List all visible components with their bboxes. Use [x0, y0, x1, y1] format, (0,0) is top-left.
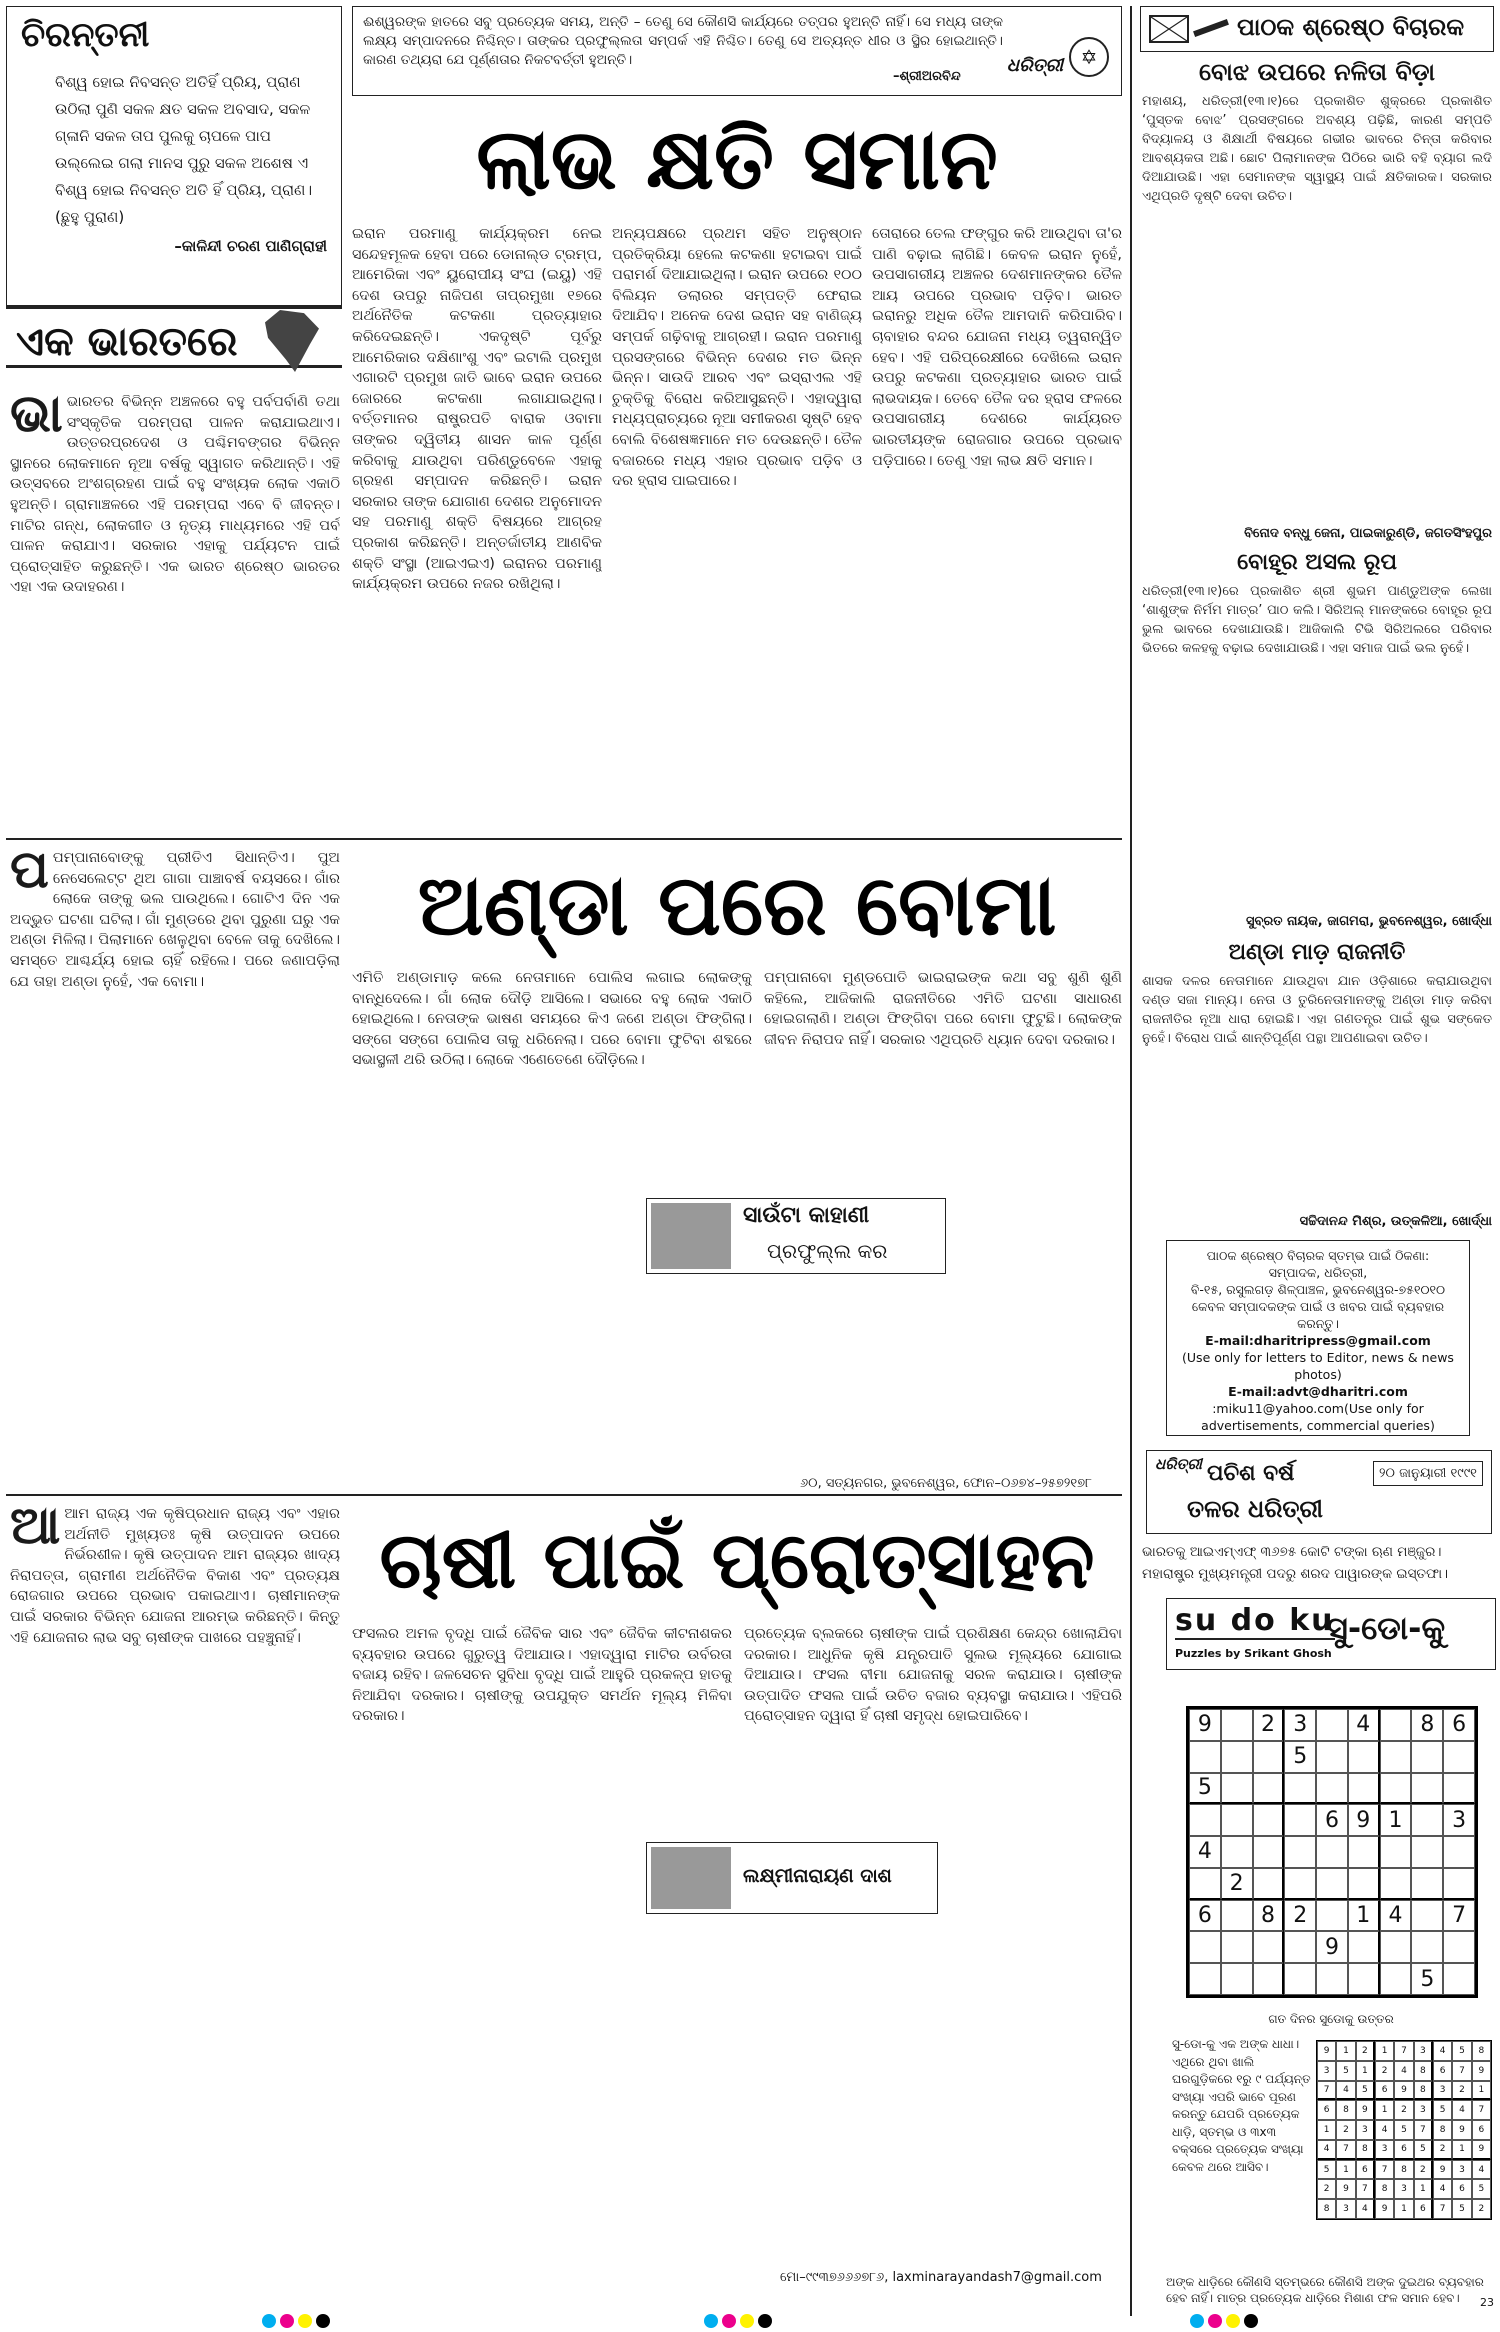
sudoku-cell: 2 — [1414, 2160, 1433, 2180]
sudoku-cell: 5 — [1317, 2160, 1336, 2180]
poem-box — [6, 6, 342, 306]
pen-icon — [1193, 19, 1229, 37]
sudoku-cell: 6 — [1356, 2160, 1375, 2180]
sudoku-cell: 8 — [1411, 1709, 1443, 1741]
farmer-col-3: ପ୍ରତ୍ୟେକ ବ୍ଲକରେ ଚାଷୀଙ୍କ ପାଇଁ ପ୍ରଶିକ୍ଷଣ କେନ୍ଦ୍ର ଖୋଲାଯିବା ଦରକାର। ଆଧୁନିକ କୃଷି ଯନ୍ତ୍ରପାତି ସୁଲଭ ମୂଲ୍ୟରେ ଯୋଗାଇ ଦିଆଯାଉ। ଫସଲ ବୀମା ଯୋଜନାକୁ ସରଳ କରାଯାଉ। ଚାଷୀଙ୍କ ଉତ୍ପାଦିତ ଫସଲ ପାଇଁ ଉଚିତ ବଜାର ବ୍ୟବସ୍ଥା କରାଯାଉ। ଏହିପରି ପ୍ରୋତ୍ସାହନ ଦ୍ୱାରା ହିଁ ଚାଷୀ ସମୃଦ୍ଧ ହୋଇପାରିବେ। — [744, 1626, 1122, 1725]
sudoku-cell: 6 — [1472, 2120, 1491, 2140]
sudoku-title-en: su do ku — [1175, 1603, 1335, 1638]
sudoku-cell: 1 — [1472, 2081, 1491, 2101]
sudoku-cell — [1221, 1931, 1253, 1963]
sudoku-cell — [1221, 1773, 1253, 1805]
sudoku-cell: 4 — [1317, 2140, 1336, 2160]
ekbharat-text — [10, 392, 340, 832]
sudoku-cell: 7 — [1336, 2140, 1355, 2160]
sudoku-cell — [1189, 1804, 1221, 1836]
sudoku-cell: 5 — [1452, 2199, 1471, 2219]
sudoku-cell — [1221, 1963, 1253, 1995]
letter2-title: ବୋହୂର ଅସଲ ରୂପ — [1237, 550, 1397, 575]
sudoku-cell: 9 — [1452, 2120, 1471, 2140]
sudoku-cell — [1348, 1963, 1380, 1995]
sudoku-cell — [1316, 1741, 1348, 1773]
dharitri-logo: ଧରିତ୍ରୀ — [1006, 55, 1063, 76]
cyan-dot — [262, 2314, 276, 2328]
sudoku-cell — [1253, 1963, 1285, 1995]
editorial-col-2: ଅନ୍ୟପକ୍ଷରେ ପ୍ରଥମ ସହିତ ଅନୁଷ୍ଠାନ ପ୍ରତିକ୍ରିୟା ହେଲେ କଟକଣା ହଟାଇବା ପାଇଁ ପରାମର୍ଶ ଦିଆଯାଇଥିଲା। ଇରାନ ଉପରେ ୧୦୦ ବିଲିୟନ ଡଲାରର ସମ୍ପତ୍ତି ଫେରାଇ ଦିଆଯିବ। ଅନେକ ଦେଶ ଇରାନ ସହ ବାଣିଜ୍ୟ ସମ୍ପର୍କ ଗଢ଼ିବାକୁ ଆଗ୍ରହୀ। ଇରାନ ପରମାଣୁ ପ୍ରସଙ୍ଗରେ ବିଭିନ୍ନ ଦେଶର ମତ ଭିନ୍ନ ଭିନ୍ନ। ସାଉଦି ଆରବ ଏବଂ ଇସ୍ରାଏଲ ଏହି ଚୁକ୍ତିକୁ ବିରୋଧ କରିଆସୁଛନ୍ତି। ଏହାଦ୍ୱାରା ମଧ୍ୟପ୍ରାଚ୍ୟରେ ନୂଆ ସମୀକରଣ ସୃଷ୍ଟି ହେବ ବୋଲି ବିଶେଷଜ୍ଞମାନେ ମତ ଦେଉଛନ୍ତି। ତୈଳ ବଜାରରେ ମଧ୍ୟ ଏହାର ପ୍ରଭାବ ପଡ଼ିବ ଓ ଦର ହ୍ରାସ ପାଇପାରେ। — [612, 226, 862, 490]
sudoku-cell: 4 — [1452, 2100, 1471, 2120]
sudoku-cell: 1 — [1394, 2199, 1413, 2219]
sudoku-cell: 6 — [1433, 2061, 1452, 2081]
sudoku-cell: 1 — [1348, 1900, 1380, 1932]
contact-email2[interactable]: E-mail:advt@dharitri.com — [1228, 1384, 1408, 1399]
yellow-dot — [298, 2314, 312, 2328]
anniv-line1: ପଚିଶ ବର୍ଷ — [1207, 1461, 1295, 1486]
sudoku-cell: 5 — [1452, 2041, 1471, 2061]
sudoku-cell: 6 — [1414, 2199, 1433, 2219]
contact-box — [1166, 1240, 1470, 1436]
sudoku-cell: 1 — [1414, 2179, 1433, 2199]
sudoku-cell: 1 — [1336, 2160, 1355, 2180]
sudoku-cell: 6 — [1317, 2100, 1336, 2120]
sudoku-cell: 7 — [1433, 2199, 1452, 2219]
divider — [1130, 6, 1132, 2316]
sudoku-cell — [1284, 1963, 1316, 1995]
sudoku-cell: 2 — [1375, 2061, 1394, 2081]
sudoku-cell: 3 — [1452, 2160, 1471, 2180]
sudoku-cell: 5 — [1356, 2081, 1375, 2101]
letter1-sign: ବିନୋଦ ବନ୍ଧୁ ଜେନା, ପାଇକାରୁଣ୍ଡି, ଜଗତସିଂହପୁର — [1244, 526, 1492, 541]
sudoku-cell — [1348, 1931, 1380, 1963]
divider — [6, 838, 1122, 840]
sudoku-cell: 3 — [1414, 2041, 1433, 2061]
sudoku-cell: 6 — [1452, 2179, 1471, 2199]
sudoku-note: ଗତ ଦିନର ସୁଡୋକୁ ଉତ୍ତର — [1268, 2012, 1394, 2026]
sudoku-banner — [1166, 1598, 1496, 1670]
sudoku-cell — [1284, 1804, 1316, 1836]
quote-box — [352, 6, 1122, 96]
sudoku-cell — [1253, 1804, 1285, 1836]
sudoku-cell: 5 — [1284, 1741, 1316, 1773]
editorial-col-1: ଇରାନ ପରମାଣୁ କାର୍ଯ୍ୟକ୍ରମ ନେଇ ସନ୍ଦେହମୂଳକ ହେବା ପରେ ଡୋନାଲ୍ଡ ଟ୍ରମ୍ପ, ଆମେରିକା ଏବଂ ୟୁରୋପୀୟ ସଂଘ (ଇୟୁ) ଏହି ଦେଶ ଉପରୁ ନାଜିପଣ ତାପ୍ରମୁଖା ୧୭ରେ ଅର୍ଥନୈତିକ କଟକଣା ପ୍ରତ୍ୟାହାର କରିଦେଇଛନ୍ତି। ଏକଦୃଷ୍ଟି ପୂର୍ବରୁ ଆମେରିକାର ଦକ୍ଷିଣାଂଶୁ ଏବଂ ଇଟାଲି ପ୍ରମୁଖ ଏଗାରଟି ପ୍ରମୁଖ ଜାତି ଭାବେ ଇରାନ ଉପରେ ଜୋରରେ କଟକଣା ଲଗାଯାଇଥିଲା। ବର୍ତ୍ତମାନର ରାଷ୍ଟ୍ରପତି ବାରାକ ଓବାମା ତାଙ୍କର ଦ୍ୱିତୀୟ ଶାସନ କାଳ ପୂର୍ଣ୍ଣ କରିବାକୁ ଯାଉଥିବା ପରିଣ୍ଡୁବେଳେ ଏହାକୁ ଗ୍ରହଣ ସମ୍ପାଦନ କରିଛନ୍ତି। ଇରାନ ସରକାର ତାଙ୍କ ଯୋଗାଣ ଦେଶର ଅନୁମୋଦନ ସହ ପରମାଣୁ ଶକ୍ତି ବିଷୟରେ ଆଗ୍ରହ ପ୍ରକାଶ କରିଛନ୍ତି। ଅନ୍ତର୍ଜାତୀୟ ଆଣବିକ ଶକ୍ତି ସଂସ୍ଥା (ଆଇଏଇଏ) ଇରାନର ପରମାଣୁ କାର୍ଯ୍ୟକ୍ରମ ଉପରେ ନଜର ରଖିଥିଲା। — [352, 226, 602, 593]
farmer-body-1: ଆମ ରାଜ୍ୟ ଏକ କୃଷିପ୍ରଧାନ ରାଜ୍ୟ ଏବଂ ଏହାର ଅର୍ଥନୀତି ମୁଖ୍ୟତଃ କୃଷି ଉତ୍ପାଦନ ଉପରେ ନିର୍ଭରଶୀଳ। କୃଷି ଉତ୍ପାଦନ ଆମ ରାଜ୍ୟର ଖାଦ୍ୟ ନିରାପତ୍ତା, ଗ୍ରାମୀଣ ଅର୍ଥନୈତିକ ବିକାଶ ଏବଂ ପ୍ରତ୍ୟକ୍ଷ ରୋଜଗାର ଉପରେ ପ୍ରଭାବ ପକାଇଥାଏ। ଚାଷୀମାନଙ୍କ ପାଇଁ ସରକାର ବିଭିନ୍ନ ଯୋଜନା ଆରମ୍ଭ କରିଛନ୍ତି। କିନ୍ତୁ ଏହି ଯୋଜନାର ଲାଭ ସବୁ ଚାଷୀଙ୍କ ପାଖରେ ପହଞ୍ଚୁନାହିଁ। — [10, 1506, 340, 1646]
sudoku-cell — [1189, 1963, 1221, 1995]
sudoku-cell: 3 — [1433, 2081, 1452, 2101]
sudoku-cell — [1284, 1931, 1316, 1963]
farmer-contact: ମୋ–୯୯୩୭୬୬୬୭୮୬, laxminarayandash7@gmail.com — [780, 2270, 1102, 2285]
page-number: 23 — [1480, 2296, 1494, 2309]
sudoku-cell — [1348, 1741, 1380, 1773]
sudoku-cell — [1316, 1773, 1348, 1805]
story-headline: ଅଣ୍ଡା ପରେ ବୋମା — [417, 856, 1057, 954]
letters-title: ପାଠକ ଶ୍ରେଷ୍ଠ ବିଚାରକ — [1237, 13, 1465, 41]
sudoku-cell — [1443, 1741, 1475, 1773]
letter2-text: ଧରିତ୍ରୀ(୧୩।୧)ରେ ପ୍ରକାଶିତ ଶ୍ରୀ ଶୁଭମ ପାଣ୍ଡୁଅଙ୍କ ଲେଖା ‘ଶାଶୁଙ୍କ ନିର୍ମମ ମାତ୍ର’ ପାଠ କଲି। ସିରିଅଲ୍ ମାନଙ୍କରେ ବୋହୂର ରୂପ ଭୁଲ ଭାବରେ ଦେଖାଯାଉଛି। ଆଜିକାଲି ଟିଭି ସିରିଅଲରେ ପରିବାର ଭିତରେ କଳହକୁ ବଢ଼ାଇ ଦେଖାଯାଉଛି। ଏହା ସମାଜ ପାଇଁ ଭଲ ନୁହେଁ। — [1142, 584, 1492, 656]
sudoku-cell: 9 — [1189, 1709, 1221, 1741]
sudoku-cell — [1316, 1868, 1348, 1900]
sudoku-cell: 5 — [1411, 1963, 1443, 1995]
author-photo — [651, 1847, 731, 1909]
sudoku-cell: 1 — [1336, 2041, 1355, 2061]
sudoku-footer: ଅଙ୍କ ଧାଡ଼ିରେ କୌଣସି ସ୍ତମ୍ଭରେ କୌଣସି ଅଙ୍କ ଦୁଇଥର ବ୍ୟବହାର ହେବ ନାହିଁ। ମାତ୍ର ପ୍ରତ୍ୟେକ ଧାଡ଼ିରେ ମିଶାଣ ଫଳ ସମାନ ହେବ। — [1166, 2275, 1484, 2305]
sudoku-cell — [1380, 1931, 1412, 1963]
sudoku-cell — [1411, 1900, 1443, 1932]
sudoku-cell: 5 — [1336, 2061, 1355, 2081]
sudoku-cell: 8 — [1253, 1900, 1285, 1932]
sudoku-cell — [1253, 1931, 1285, 1963]
sudoku-cell: 6 — [1394, 2140, 1413, 2160]
sudoku-cell: 3 — [1356, 2120, 1375, 2140]
sudoku-cell: 8 — [1336, 2100, 1355, 2120]
sudoku-cell: 4 — [1380, 1900, 1412, 1932]
author-photo — [651, 1203, 731, 1269]
letter2-sign: ସୁବ୍ରତ ନାୟକ, ଜାଗମରା, ଭୁବନେଶ୍ୱର, ଖୋର୍ଦ୍ଧା — [1246, 914, 1492, 929]
sudoku-cell — [1443, 1773, 1475, 1805]
sudoku-cell: 2 — [1433, 2140, 1452, 2160]
story-col-3: ପମ୍ପାନାବୋ ମୁଣ୍ଡପୋତି ଭାଇରାଇଙ୍କ କଥା ସବୁ ଶୁଣି ଶୁଣି କହିଲେ, ଆଜିକାଲି ରାଜନୀତିରେ ଏମିତି ଘଟଣା ସାଧାରଣ ହୋଇଗଲାଣି। ଅଣ୍ଡା ଫିଙ୍ଗିବା ପରେ ବୋମା ଫୁଟୁଛି। ଲୋକଙ୍କ ଜୀବନ ନିରାପଦ ନାହିଁ। ସରକାର ଏଥିପ୍ରତି ଧ୍ୟାନ ଦେବା ଦରକାର। — [764, 970, 1122, 1048]
sudoku-cell: 7 — [1414, 2120, 1433, 2140]
contact-line4: କେବଳ ସମ୍ପାଦକଙ୍କ ପାଇଁ ଓ ଖବର ପାଇଁ ବ୍ୟବହାର କରନ୍ତୁ। — [1191, 1299, 1445, 1331]
sudoku-cell — [1380, 1868, 1412, 1900]
anniv-item2: ମହାରାଷ୍ଟ୍ର ମୁଖ୍ୟମନ୍ତ୍ରୀ ପଦରୁ ଶରଦ ପାୱାରଙ୍କ ଇସ୍ତଫା। — [1142, 1566, 1449, 1582]
sudoku-cell: 7 — [1317, 2081, 1336, 2101]
sudoku-cell: 2 — [1356, 2041, 1375, 2061]
sudoku-cell: 2 — [1253, 1709, 1285, 1741]
sudoku-cell: 9 — [1433, 2160, 1452, 2180]
sudoku-cell: 4 — [1433, 2041, 1452, 2061]
sudoku-cell: 7 — [1356, 2179, 1375, 2199]
sudoku-cell: 5 — [1433, 2100, 1452, 2120]
sudoku-cell: 3 — [1336, 2199, 1355, 2219]
letters-header — [1140, 6, 1494, 52]
sudoku-cell: 9 — [1472, 2061, 1491, 2081]
sudoku-cell — [1284, 1773, 1316, 1805]
sudoku-cell: 5 — [1189, 1773, 1221, 1805]
quote-author: –ଶ୍ରୀଅରବିନ୍ଦ — [893, 69, 961, 84]
letter3-sign: ସଚ୍ଚିଦାନନ୍ଦ ମିଶ୍ର, ଉତ୍କଳିଆ, ଖୋର୍ଦ୍ଧା — [1299, 1214, 1492, 1229]
sudoku-cell: 1 — [1380, 1804, 1412, 1836]
sudoku-cell — [1221, 1836, 1253, 1868]
farmer-col-2: ଫସଲର ଅମଳ ବୃଦ୍ଧି ପାଇଁ ଜୈବିକ ସାର ଏବଂ ଜୈବିକ କୀଟନାଶକର ବ୍ୟବହାର ଉପରେ ଗୁରୁତ୍ୱ ଦିଆଯାଉ। ଏହାଦ୍ୱାରା ମାଟିର ଉର୍ବରତା ବଜାୟ ରହିବ। ଜଳସେଚନ ସୁବିଧା ବୃଦ୍ଧି ପାଇଁ ଆହୁରି ପ୍ରକଳ୍ପ ହାତକୁ ନିଆଯିବା ଦରକାର। ଚାଷୀଙ୍କୁ ଉପଯୁକ୍ତ ସମର୍ଥନ ମୂଲ୍ୟ ମିଳିବା ଦରକାର। — [352, 1626, 732, 1725]
sudoku-cell: 1 — [1452, 2140, 1471, 2160]
sudoku-cell — [1284, 1868, 1316, 1900]
story-author: ପ୍ରଫୁଲ୍ଲ କର — [767, 1239, 888, 1263]
farmer-author: ଲକ୍ଷ୍ମୀନାରାୟଣ ଦାଶ — [743, 1865, 892, 1887]
sudoku-cell: 8 — [1433, 2120, 1452, 2140]
yellow-dot — [740, 2314, 754, 2328]
contact-line2: ସମ୍ପାଦକ, ଧରିତ୍ରୀ, — [1268, 1265, 1368, 1280]
registration-marks — [1190, 2314, 1258, 2328]
sudoku-cell: 8 — [1317, 2199, 1336, 2219]
sudoku-cell — [1380, 1741, 1412, 1773]
sudoku-grid — [1186, 1706, 1478, 1998]
sudoku-cell: 8 — [1375, 2179, 1394, 2199]
editorial-col-3: ତୋରାରେ ତେଲ ଫଙ୍ଗୁର କରି ଆଉଥିବା ତା'ର ପାଣି ବଢ଼ାଇ ଲାଗିଛି। କେବଳ ଇରାନ ନୁହେଁ, ଉପସାଗରୀୟ ଅଞ୍ଚଳର ଦେଶମାନଙ୍କର ତୈଳ ଆୟ ଉପରେ ପ୍ରଭାବ ପଡ଼ିବ। ଭାରତ ଇରାନରୁ ଅଧିକ ତୈଳ ଆମଦାନି କରିପାରିବ। ଚାବାହାର ବନ୍ଦର ଯୋଜନା ମଧ୍ୟ ତ୍ୱରାନ୍ୱିତ ହେବ। ଏହି ପରିପ୍ରେକ୍ଷୀରେ ଦେଖିଲେ ଇରାନ ଉପରୁ କଟକଣା ପ୍ରତ୍ୟାହାର ଭାରତ ପାଇଁ ଲାଭଦାୟକ। ତେବେ ତୈଳ ଦର ହ୍ରାସ ଫଳରେ ଉପସାଗରୀୟ ଦେଶରେ କାର୍ଯ୍ୟରତ ଭାରତୀୟଙ୍କ ରୋଜଗାର ଉପରେ ପ୍ରଭାବ ପଡ଼ିପାରେ। ତେଣୁ ଏହା ଲାଭ କ୍ଷତି ସମାନ। — [872, 226, 1122, 469]
sudoku-cell — [1189, 1868, 1221, 1900]
sudoku-cell: 2 — [1317, 2179, 1336, 2199]
black-dot — [1244, 2314, 1258, 2328]
sudoku-cell: 3 — [1317, 2061, 1336, 2081]
sudoku-cell: 2 — [1284, 1900, 1316, 1932]
sudoku-cell — [1348, 1868, 1380, 1900]
sudoku-byline: Puzzles by Srikant Ghosh — [1175, 1647, 1332, 1660]
sudoku-cell: 9 — [1472, 2140, 1491, 2160]
sudoku-cell — [1253, 1868, 1285, 1900]
sudoku-cell — [1348, 1836, 1380, 1868]
sudoku-cell: 5 — [1472, 2179, 1491, 2199]
sudoku-cell: 8 — [1414, 2061, 1433, 2081]
farmer-author-box — [646, 1842, 938, 1914]
sudoku-cell — [1316, 1963, 1348, 1995]
column-name: ସାଉଁଟା କାହାଣୀ — [743, 1203, 870, 1228]
sudoku-cell: 2 — [1336, 2120, 1355, 2140]
sudoku-cell: 7 — [1472, 2100, 1491, 2120]
sudoku-cell — [1380, 1836, 1412, 1868]
sudoku-cell: 5 — [1394, 2120, 1413, 2140]
dropcap: ଭା — [10, 392, 63, 444]
sudoku-cell — [1380, 1709, 1412, 1741]
sudoku-cell: 4 — [1356, 2199, 1375, 2219]
magenta-dot — [722, 2314, 736, 2328]
anniv-logo: ଧରିତ୍ରୀ — [1155, 1455, 1202, 1473]
sudoku-cell: 4 — [1394, 2061, 1413, 2081]
black-dot — [758, 2314, 772, 2328]
sudoku-cell — [1380, 1963, 1412, 1995]
contact-email1-note: (Use only for letters to Editor, news & news photos) — [1182, 1350, 1454, 1382]
sudoku-cell — [1411, 1931, 1443, 1963]
sudoku-cell — [1189, 1931, 1221, 1963]
sudoku-cell: 7 — [1443, 1900, 1475, 1932]
poem-text: ବିଶ୍ୱ ହୋଇ ନିବସନ୍ତ ଅତିହିଁ ପ୍ରିୟ, ପ୍ରାଣ ଉଠିଲା ପୁଣି ସକଳ କ୍ଷତ ସକଳ ଅବସାଦ, ସକଳ ଗ୍ଳାନି ସକଳ ତାପ ପୁଲକୁ ଚାପଳେ ପାପ ଉଲ୍ଲେଇ ଗଲା ମାନସ ପୁରୁ ସକଳ ଅଶେଷ ଏ ବିଶ୍ୱ ହୋଇ ନିବସନ୍ତ ଅତି ହିଁ ପ୍ରିୟ, ପ୍ରାଣ। (ଛୁହୁ ପୁରାଣ) — [55, 73, 313, 226]
sudoku-cell: 9 — [1316, 1931, 1348, 1963]
sudoku-cell: 3 — [1414, 2100, 1433, 2120]
sudoku-cell — [1253, 1773, 1285, 1805]
poem-author: –କାଳିନ୍ଦୀ ଚରଣ ପାଣିଗ୍ରାହୀ — [174, 237, 327, 255]
contact-line1: ପାଠକ ଶ୍ରେଷ୍ଠ ବିଚାରକ ସ୍ତମ୍ଭ ପାଇଁ ଠିକଣା: — [1206, 1248, 1430, 1263]
contact-email1[interactable]: E-mail:dharitripress@gmail.com — [1205, 1333, 1431, 1348]
quote-text: ଈଶ୍ୱରଙ୍କ ହାତରେ ସବୁ ପ୍ରତ୍ୟେକ ସମୟ, ଅନ୍ତି – ତେଣୁ ସେ କୌଣସି କାର୍ଯ୍ୟରେ ତତ୍ପର ହୁଅନ୍ତି ନାହିଁ। ସେ ମଧ୍ୟ ତାଙ୍କ ଲକ୍ଷ୍ୟ ସମ୍ପାଦନରେ ନିଶ୍ଚିନ୍ତ। ତାଙ୍କର ପ୍ରଫୁଲ୍ଲତା ସମ୍ପର୍କ ଏହି ନିଶ୍ଚିତ। ତେଣୁ ସେ ଅତ୍ୟନ୍ତ ଧୀର ଓ ସ୍ଥିର ହୋଇଥାନ୍ତି। କାରଣ ତଥ୍ୟରା ଯେ ପୂର୍ଣ୍ଣତାର ନିକଟବର୍ତ୍ତୀ ହୁଅନ୍ତି। — [363, 14, 1003, 68]
anniv-line2: ତଳର ଧରିତ୍ରୀ — [1187, 1495, 1323, 1523]
sudoku-cell — [1316, 1709, 1348, 1741]
story-body-1: ପମ୍ପାନାବୋଙ୍କୁ ପ୍ରୀତିଏ ସିଧାନ୍ତିଏ। ପୁଅ ନେସେଲେଟ୍ଟ ଥିଅ ଗାଗା ପାଞ୍ଚାବର୍ଷ ବୟସରେ। ଗାଁର ଲୋକେ ତାଙ୍କୁ ଭଲ ପାଉଥିଲେ। ଗୋଟିଏ ଦିନ ଏକ ଅଦ୍ଭୁତ ଘଟଣା ଘଟିଲା। ଗାଁ ମୁଣ୍ଡରେ ଥିବା ପୁରୁଣା ଘରୁ ଏକ ଅଣ୍ଡା ମିଳିଲା। ପିଲାମାନେ ଖେଳୁଥିବା ବେଳେ ତାକୁ ଦେଖିଲେ। ସମସ୍ତେ ଆଶ୍ଚର୍ଯ୍ୟ ହୋଇ ଚାହିଁ ରହିଲେ। ପରେ ଜଣାପଡ଼ିଲା ଯେ ତାହା ଅଣ୍ଡା ନୁହେଁ, ଏକ ବୋମା। — [10, 850, 340, 990]
sudoku-cell — [1221, 1804, 1253, 1836]
ekbharat-body: ଭାରତର ବିଭିନ୍ନ ଅଞ୍ଚଳରେ ବହୁ ପର୍ବପର୍ବାଣି ତଥା ସଂସ୍କୃତିକ ପରମ୍ପରା ପାଳନ କରାଯାଇଥାଏ। ଉତ୍ତରପ୍ରଦେଶ ଓ ପଶ୍ଚିମବଙ୍ଗର ବିଭିନ୍ନ ସ୍ଥାନରେ ଲୋକମାନେ ନୂଆ ବର୍ଷକୁ ସ୍ୱାଗତ କରିଥାନ୍ତି। ଏହି ଉତ୍ସବରେ ଅଂଶଗ୍ରହଣ ପାଇଁ ବହୁ ସଂଖ୍ୟକ ଲୋକ ଏକାଠି ହୁଅନ୍ତି। ଗ୍ରାମାଞ୍ଚଳରେ ଏହି ପରମ୍ପରା ଏବେ ବି ଜୀବନ୍ତ। ମାଟିର ଗନ୍ଧ, ଲୋକଗୀତ ଓ ନୃତ୍ୟ ମାଧ୍ୟମରେ ଏହି ପର୍ବ ପାଳନ କରାଯାଏ। ସରକାର ଏହାକୁ ପର୍ଯ୍ୟଟନ ପାଇଁ ପ୍ରୋତ୍ସାହିତ କରୁଛନ୍ତି। ଏକ ଭାରତ ଶ୍ରେଷ୍ଠ ଭାରତର ଏହା ଏକ ଉଦାହରଣ। — [10, 394, 340, 596]
sudoku-cell: 8 — [1394, 2160, 1413, 2180]
sudoku-cell: 3 — [1394, 2179, 1413, 2199]
contact-email3[interactable]: :miku11@yahoo.com(Use only for advertisements, commercial queries) — [1201, 1401, 1435, 1433]
registration-marks — [262, 2314, 330, 2328]
contact-line3: ବି-୧୫, ରସୁଲଗଡ଼ ଶିଳ୍ପାଞ୍ଚଳ, ଭୁବନେଶ୍ୱର-୭୫୧୦୧୦ — [1190, 1282, 1446, 1297]
envelope-icon — [1149, 15, 1189, 43]
sudoku-cell: 3 — [1443, 1804, 1475, 1836]
sudoku-cell — [1443, 1931, 1475, 1963]
sudoku-cell: 1 — [1375, 2041, 1394, 2061]
sudoku-cell: 9 — [1317, 2041, 1336, 2061]
sudoku-cell: 9 — [1356, 2100, 1375, 2120]
sudoku-cell: 2 — [1221, 1868, 1253, 1900]
sudoku-instructions: ସୁ-ଡୋ-କୁ ଏକ ଅଙ୍କ ଧାଧା। ଏଥିରେ ଥିବା ଖାଲି ଘରଗୁଡ଼ିକରେ ୧ରୁ ୯ ପର୍ଯ୍ୟନ୍ତ ସଂଖ୍ୟା ଏପରି ଭାବେ ପୂରଣ କରନ୍ତୁ ଯେପରି ପ୍ରତ୍ୟେକ ଧାଡ଼ି, ସ୍ତମ୍ଭ ଓ ୩x୩ ବକ୍ସରେ ପ୍ରତ୍ୟେକ ସଂଖ୍ୟା କେବଳ ଥରେ ଆସିବ। — [1172, 2037, 1311, 2174]
sudoku-cell: 6 — [1189, 1900, 1221, 1932]
sudoku-cell — [1411, 1868, 1443, 1900]
sudoku-cell — [1411, 1836, 1443, 1868]
sudoku-cell: 9 — [1348, 1804, 1380, 1836]
ekbharat-title: ଏକ ଭାରତରେ — [6, 306, 342, 368]
sudoku-cell: 3 — [1375, 2140, 1394, 2160]
sudoku-cell — [1221, 1741, 1253, 1773]
sudoku-cell: 5 — [1414, 2140, 1433, 2160]
sudoku-cell — [1443, 1963, 1475, 1995]
sudoku-cell: 8 — [1356, 2140, 1375, 2160]
sudoku-cell — [1443, 1836, 1475, 1868]
sudoku-cell: 4 — [1348, 1709, 1380, 1741]
ekbharat-banner — [6, 306, 342, 380]
sudoku-cell — [1411, 1804, 1443, 1836]
sudoku-cell: 1 — [1375, 2100, 1394, 2120]
emblem-icon: ✡ — [1069, 37, 1109, 77]
letter1-title: ବୋଝ ଉପରେ ନଳିତା ବିଡ଼ା — [1199, 58, 1435, 86]
sudoku-cell — [1316, 1836, 1348, 1868]
poem-title: ଚିରନ୍ତନୀ — [21, 15, 150, 55]
anniversary-box — [1146, 1450, 1492, 1534]
cyan-dot — [704, 2314, 718, 2328]
sudoku-cell: 1 — [1356, 2061, 1375, 2081]
sudoku-cell — [1316, 1900, 1348, 1932]
sudoku-cell: 8 — [1472, 2041, 1491, 2061]
anniv-date: ୨୦ ଜାନୁୟାରୀ ୧୯୯୧ — [1373, 1461, 1483, 1486]
sudoku-cell — [1221, 1900, 1253, 1932]
letter3-title: ଅଣ୍ଡା ମାଡ଼ ରାଜନୀତି — [1228, 940, 1406, 965]
letter3-text: ଶାସକ ଦଳର ନେତାମାନେ ଯାଉଥିବା ଯାନ ଓଡ଼ିଶାରେ କରାଯାଉଥିବା ଦଣ୍ଡ ସଜା ମାନ୍ୟ। ନେତା ଓ ତୁରିନେତାମାନଙ୍କୁ ଅଣ୍ଡା ମାଡ଼ କରିବା ରାଜନୀତିର ନୂଆ ଧାରା ହୋଇଛି। ଏହା ଗଣତନ୍ତ୍ର ପାଇଁ ଶୁଭ ସଙ୍କେତ ନୁହେଁ। ବିରୋଧ ପାଇଁ ଶାନ୍ତିପୂର୍ଣ୍ଣ ପନ୍ଥା ଆପଣାଇବା ଉଚିତ। — [1142, 974, 1492, 1046]
sudoku-cell — [1411, 1773, 1443, 1805]
sudoku-cell: 4 — [1189, 1836, 1221, 1868]
magenta-dot — [1208, 2314, 1222, 2328]
sudoku-cell: 2 — [1452, 2081, 1471, 2101]
letter1-text: ମହାଶୟ, ଧରିତ୍ରୀ(୧୩।୧)ରେ ପ୍ରକାଶିତ ଶୁକ୍ରରେ ପ୍ରକାଶିତ ‘ପୁସ୍ତକ ବୋଝ’ ପ୍ରସଙ୍ଗରେ ଅବଶ୍ୟ ପଢ଼ିଛି, କାରଣ ସମ୍ପତି ବିଦ୍ୟାଳୟ ଓ ଶିକ୍ଷାର୍ଥୀ ବିଷୟରେ ଗଭୀର ଭାବରେ ଚିନ୍ତା କରିବାର ଆବଶ୍ୟକତା ଅଛି। ଛୋଟ ପିଲାମାନଙ୍କ ପିଠିରେ ଭାରି ବହି ବ୍ୟାଗ ଲଦି ଦିଆଯାଉଛି। ଏହା ସେମାନଙ୍କ ସ୍ୱାସ୍ଥ୍ୟ ପାଇଁ କ୍ଷତିକାରକ। ସରକାର ଏଥିପ୍ରତି ଦୃଷ୍ଟି ଦେବା ଉଚିତ। — [1142, 94, 1492, 204]
sudoku-cell — [1380, 1773, 1412, 1805]
cyan-dot — [1190, 2314, 1204, 2328]
farmer-col-1 — [10, 1504, 340, 2294]
sudoku-cell — [1284, 1836, 1316, 1868]
sudoku-cell: 9 — [1336, 2179, 1355, 2199]
sudoku-title-or: ସୁ-ଡୋ-କୁ — [1327, 1609, 1446, 1647]
editorial-headline: ଲାଭ କ୍ଷତି ସମାନ — [476, 110, 998, 208]
sudoku-cell: 4 — [1433, 2179, 1452, 2199]
dropcap: ଆ — [10, 1504, 61, 1556]
sudoku-cell: 9 — [1375, 2199, 1394, 2219]
sudoku-cell: 2 — [1394, 2100, 1413, 2120]
sudoku-cell: 7 — [1375, 2160, 1394, 2180]
registration-marks — [704, 2314, 772, 2328]
sudoku-cell: 4 — [1375, 2120, 1394, 2140]
sudoku-cell: 7 — [1452, 2061, 1471, 2081]
sudoku-cell: 1 — [1317, 2120, 1336, 2140]
sudoku-cell: 6 — [1375, 2081, 1394, 2101]
yellow-dot — [1226, 2314, 1240, 2328]
sudoku-cell: 8 — [1414, 2081, 1433, 2101]
sudoku-cell: 2 — [1472, 2199, 1491, 2219]
divider — [6, 1494, 1122, 1496]
farmer-headline: ଚାଷୀ ପାଇଁ ପ୍ରୋତ୍ସାହନ — [379, 1516, 1095, 1606]
sudoku-answer-grid — [1316, 2040, 1492, 2220]
story-address: ୬୦, ସତ୍ୟନଗର, ଭୁବନେଶ୍ୱର, ଫୋନ–୦୬୭୪–୨୫୭୨୧୭୮ — [800, 1476, 1092, 1491]
sudoku-cell: 7 — [1394, 2041, 1413, 2061]
sudoku-cell — [1221, 1709, 1253, 1741]
sudoku-cell — [1443, 1868, 1475, 1900]
sudoku-cell — [1411, 1741, 1443, 1773]
sudoku-cell — [1348, 1773, 1380, 1805]
sudoku-cell — [1253, 1836, 1285, 1868]
sudoku-cell: 3 — [1284, 1709, 1316, 1741]
sudoku-cell: 6 — [1443, 1709, 1475, 1741]
sudoku-cell: 6 — [1316, 1804, 1348, 1836]
story-col-1 — [10, 848, 340, 1486]
black-dot — [316, 2314, 330, 2328]
dropcap: ପ — [10, 848, 49, 900]
magenta-dot — [280, 2314, 294, 2328]
story-column-box — [646, 1198, 946, 1274]
sudoku-cell: 4 — [1336, 2081, 1355, 2101]
sudoku-cell — [1189, 1741, 1221, 1773]
story-col-2: ଏମିତି ଅଣ୍ଡାମାଡ଼ କଲେ ନେତାମାନେ ପୋଲିସ ଲଗାଇ ଲୋକଙ୍କୁ ବାନ୍ଧିଦେଲେ। ଗାଁ ଲୋକ ଦୌଡ଼ି ଆସିଲେ। ସଭାରେ ବହୁ ଲୋକ ଏକାଠି ହୋଇଥିଲେ। ନେତାଙ୍କ ଭାଷଣ ସମୟରେ କିଏ ଜଣେ ଅଣ୍ଡା ଫିଙ୍ଗିଲା। ସଙ୍ଗେ ସଙ୍ଗେ ପୋଲିସ ତାକୁ ଧରିନେଲା। ପରେ ବୋମା ଫୁଟିବା ଶବ୍ଦରେ ସଭାସ୍ଥଳୀ ଥରି ଉଠିଲା। ଲୋକେ ଏଣେତେଣେ ଦୌଡ଼ିଲେ। — [352, 970, 752, 1069]
sudoku-cell — [1253, 1741, 1285, 1773]
sudoku-cell: 9 — [1394, 2081, 1413, 2101]
anniv-item1: ଭାରତକୁ ଆଇଏମ୍‌ଏଫ୍ ୩୬୭୫ କୋଟି ଟଙ୍କା ଋଣ ମଞ୍ଜୁର। — [1142, 1544, 1442, 1560]
sudoku-cell: 4 — [1472, 2160, 1491, 2180]
